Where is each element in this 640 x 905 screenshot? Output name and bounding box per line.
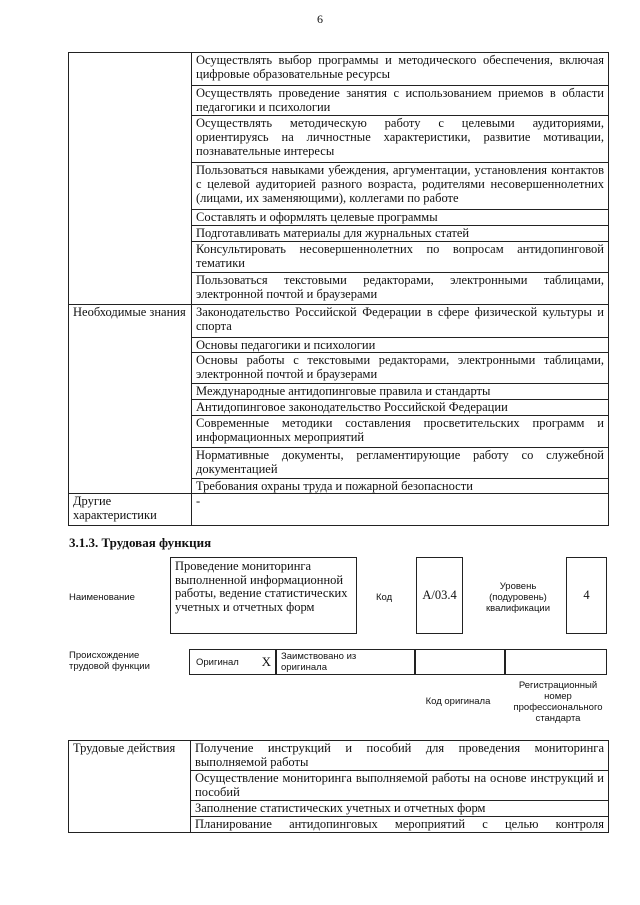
skill-cell: Консультировать несовершеннолетних по вопросам антидопинговой тематики xyxy=(192,242,609,273)
knowledge-cell: Международные антидопинговые правила и стандарты xyxy=(192,384,609,400)
origin-code-cell xyxy=(415,649,505,675)
origin-reg-cell xyxy=(505,649,607,675)
skill-cell: Подготавливать материалы для журнальных статей xyxy=(192,226,609,242)
skill-cell: Осуществлять методическую работу с целевыми аудиториями, ориентируясь на личностные характеристики, развитие мотивации, познавательные интересы xyxy=(192,116,609,163)
actions-table xyxy=(68,740,609,833)
skill-cell: Осуществлять выбор программы и методического обеспечения, включая цифровые образовательные ресурсы xyxy=(192,53,609,86)
table-row xyxy=(69,494,609,526)
other-label: Другие характеристики xyxy=(69,494,192,526)
origin-code-caption: Код оригинала xyxy=(425,696,491,707)
origin-original-label: Оригинал xyxy=(196,656,239,668)
table-row xyxy=(69,741,609,771)
table-row xyxy=(69,53,609,86)
knowledge-cell: Законодательство Российской Федерации в сфере физической культуры и спорта xyxy=(192,305,609,338)
skills-table xyxy=(68,52,609,526)
function-level-box xyxy=(566,557,607,634)
name-label: Наименование xyxy=(69,592,135,603)
knowledge-cell: Основы педагогики и психологии xyxy=(192,338,609,353)
origin-row xyxy=(189,649,607,675)
origin-label: Происхождение трудовой функции xyxy=(69,650,150,672)
skill-cell: Пользоваться навыками убеждения, аргументации, установления контактов с целевой аудиторией разного возраста, родителями несовершеннолетних (лицами, их заменяющими), коллегами по работе xyxy=(192,163,609,210)
other-value: - xyxy=(192,494,609,526)
action-cell: Планирование антидопинговых мероприятий с целью контроля xyxy=(191,817,609,833)
page-number: 6 xyxy=(317,12,323,26)
actions-label: Трудовые действия xyxy=(69,741,191,833)
knowledge-cell: Нормативные документы, регламентирующие работу со служебной документацией xyxy=(192,448,609,479)
function-name-box: Проведение мониторинга выполненной информационной работы, ведение статистических учетных и отчетных форм xyxy=(170,557,357,634)
skill-cell: Осуществлять проведение занятия с использованием приемов в области педагогики и психологии xyxy=(192,86,609,116)
knowledge-cell: Основы работы с текстовыми редакторами, электронными таблицами, электронной почтой и браузерами xyxy=(192,353,609,384)
action-cell: Заполнение статистических учетных и отчетных форм xyxy=(191,801,609,817)
action-cell: Осуществление мониторинга выполняемой работы на основе инструкций и пособий xyxy=(191,771,609,801)
table-row xyxy=(69,305,609,338)
function-code-box xyxy=(416,557,463,634)
code-label: Код xyxy=(376,592,393,603)
function-level-value: 4 xyxy=(583,588,590,602)
skill-cell: Пользоваться текстовыми редакторами, электронными таблицами, электронной почтой и браузерами xyxy=(192,273,609,305)
knowledge-cell: Современные методики составления просветительских программ и информационных мероприятий xyxy=(192,416,609,448)
label-cell-empty xyxy=(69,53,192,305)
section-heading: 3.1.3. Трудовая функция xyxy=(69,535,212,550)
origin-borrowed-label: Заимствовано из оригинала xyxy=(281,651,357,673)
function-code-value: A/03.4 xyxy=(422,588,457,602)
skill-cell: Составлять и оформлять целевые программы xyxy=(192,210,609,226)
origin-original-cell xyxy=(189,649,276,675)
knowledge-cell: Требования охраны труда и пожарной безопасности xyxy=(192,479,609,494)
knowledge-label: Необходимые знания xyxy=(69,305,192,494)
knowledge-cell: Антидопинговое законодательство Российской Федерации xyxy=(192,400,609,416)
origin-original-mark: X xyxy=(261,654,271,669)
action-cell: Получение инструкций и пособий для проведения мониторинга выполняемой работы xyxy=(191,741,609,771)
level-label: Уровень (подуровень) квалификации xyxy=(485,581,551,614)
origin-reg-caption: Регистрационный номер профессионального стандарта xyxy=(513,680,603,724)
origin-borrowed-cell xyxy=(276,649,415,675)
